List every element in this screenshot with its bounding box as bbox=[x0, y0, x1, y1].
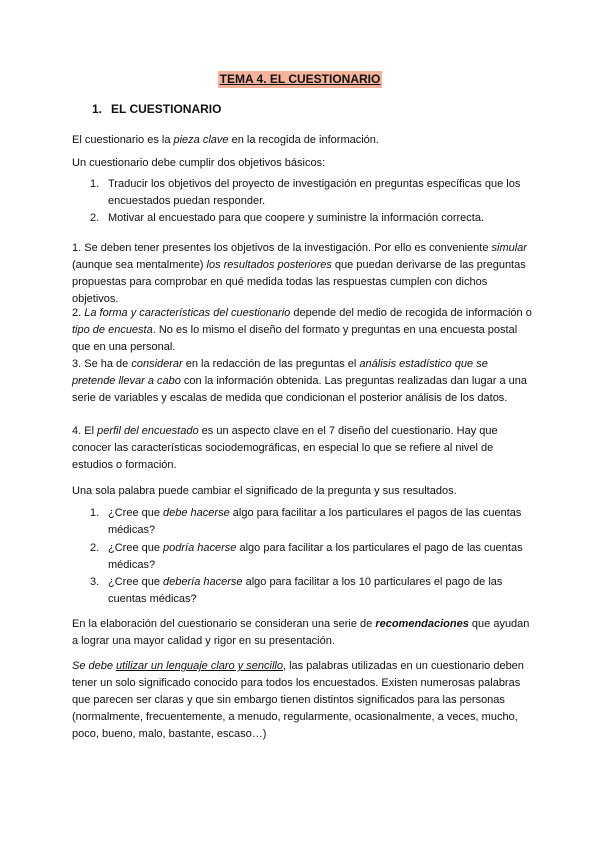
question-b: debería hacerse bbox=[163, 576, 243, 588]
question-a: ¿Cree que bbox=[108, 542, 164, 554]
question-b: podría hacerse bbox=[163, 542, 237, 554]
objective-number: 2. bbox=[90, 212, 100, 224]
point-1-paragraph bbox=[72, 240, 532, 308]
word-intro: Una sola palabra puede cambiar el significado de la pregunta y sus resultados. bbox=[72, 485, 457, 497]
clear-language-a: Se debe bbox=[72, 660, 117, 672]
point3-c: en la redacción de las preguntas el bbox=[182, 358, 360, 370]
question-b: debe hacerse bbox=[163, 507, 230, 519]
objective-item bbox=[90, 210, 530, 227]
intro-paragraph bbox=[72, 132, 532, 149]
recommendations-c: que ayudan a lograr una mayor calidad y rigor en su presentación. bbox=[72, 618, 530, 647]
point3-b: considerar bbox=[131, 358, 183, 370]
point3-e: con la información obtenida. Las preguntas realizadas dan lugar a una serie de variables y escalas de medida que condicionan el posterior análisis de los datos. bbox=[72, 375, 527, 404]
question-number: 1. bbox=[90, 507, 100, 519]
point3-a: 3. Se ha de bbox=[72, 358, 132, 370]
document-title: TEMA 4. EL CUESTIONARIO bbox=[219, 72, 381, 86]
objective-text: Motivar al encuestado para que coopere y suministre la información correcta. bbox=[108, 212, 485, 224]
objective-text: Traducir los objetivos del proyecto de investigación en preguntas específicas que los encuestados puedan responder. bbox=[108, 178, 521, 207]
intro-text-a: El cuestionario es la bbox=[72, 134, 174, 146]
point1-e: que puedan derivarse de las preguntas propuestas para comprobar en qué medida todas las respuestas cumplen con dichos objetivos. bbox=[72, 259, 526, 305]
question-item bbox=[90, 540, 530, 574]
objective-item bbox=[90, 176, 530, 210]
question-c: algo para facilitar a los particulares el pago de las cuentas médicas? bbox=[108, 542, 523, 571]
objective-number: 1. bbox=[90, 178, 100, 190]
point1-c: (aunque sea mentalmente) bbox=[72, 259, 207, 271]
title-wrap bbox=[0, 71, 600, 89]
point2-c: depende del medio de recogida de información o bbox=[290, 307, 532, 319]
recommendations-b: recomendaciones bbox=[375, 618, 469, 630]
section-heading-text: EL CUESTIONARIO bbox=[111, 102, 222, 116]
intro-text-c: en la recogida de información. bbox=[228, 134, 379, 146]
question-c: algo para facilitar a los particulares el pagos de las cuentas médicas? bbox=[108, 507, 522, 536]
point-3-paragraph bbox=[72, 356, 532, 407]
question-c: algo para facilitar a los 10 particulares el pago de las cuentas médicas? bbox=[108, 576, 503, 605]
question-item bbox=[90, 505, 530, 539]
clear-language-c: , las palabras utilizadas en un cuestionario deben tener un solo significado conocido para todos los encuestados. Existen numerosas palabras que parecen ser claras y que sin embargo tienen distintos significados para las personas (normalmente, frecuentemente, a menudo, regularmente, ocasionalmente, a veces, mucho, poco, bueno, malo, bastante, escaso…) bbox=[72, 660, 524, 740]
question-number: 3. bbox=[90, 576, 100, 588]
question-a: ¿Cree que bbox=[108, 507, 164, 519]
point-4-paragraph bbox=[72, 423, 532, 474]
point2-e: . No es lo mismo el diseño del formato y preguntas en una encuesta postal que en una personal. bbox=[72, 324, 518, 353]
point1-b: simular bbox=[491, 242, 527, 254]
section-heading bbox=[92, 101, 221, 118]
point4-c: es un aspecto clave en el 7 diseño del cuestionario. Hay que conocer las características sociodemográficas, en especial lo que se refiere al nivel de estudios o formación. bbox=[72, 425, 498, 471]
question-text bbox=[108, 505, 530, 539]
question-item bbox=[90, 574, 530, 608]
question-text bbox=[108, 540, 530, 574]
point4-b: perfil del encuestado bbox=[97, 425, 199, 437]
clear-language-b: utilizar un lenguaje claro y sencillo bbox=[116, 660, 283, 672]
intro-emphasis: pieza clave bbox=[173, 134, 229, 146]
point2-d: tipo de encuesta bbox=[72, 324, 153, 336]
point2-b: La forma y características del cuestionario bbox=[84, 307, 291, 319]
point1-d: los resultados posteriores bbox=[206, 259, 332, 271]
point3-d: análisis estadístico que se pretende llevar a cabo bbox=[72, 358, 488, 387]
point4-a: 4. El bbox=[72, 425, 98, 437]
clear-language-paragraph bbox=[72, 658, 532, 743]
objectives-intro: Un cuestionario debe cumplir dos objetivos básicos: bbox=[72, 157, 326, 169]
point-2-paragraph bbox=[72, 305, 532, 356]
recommendations-paragraph bbox=[72, 616, 532, 650]
question-number: 2. bbox=[90, 542, 100, 554]
question-text bbox=[108, 574, 530, 608]
question-a: ¿Cree que bbox=[108, 576, 164, 588]
section-number: 1. bbox=[92, 102, 103, 116]
recommendations-a: En la elaboración del cuestionario se consideran una serie de bbox=[72, 618, 376, 630]
point1-a: 1. Se deben tener presentes los objetivos de la investigación. Por ello es conveniente bbox=[72, 242, 492, 254]
point2-a: 2. bbox=[72, 307, 85, 319]
